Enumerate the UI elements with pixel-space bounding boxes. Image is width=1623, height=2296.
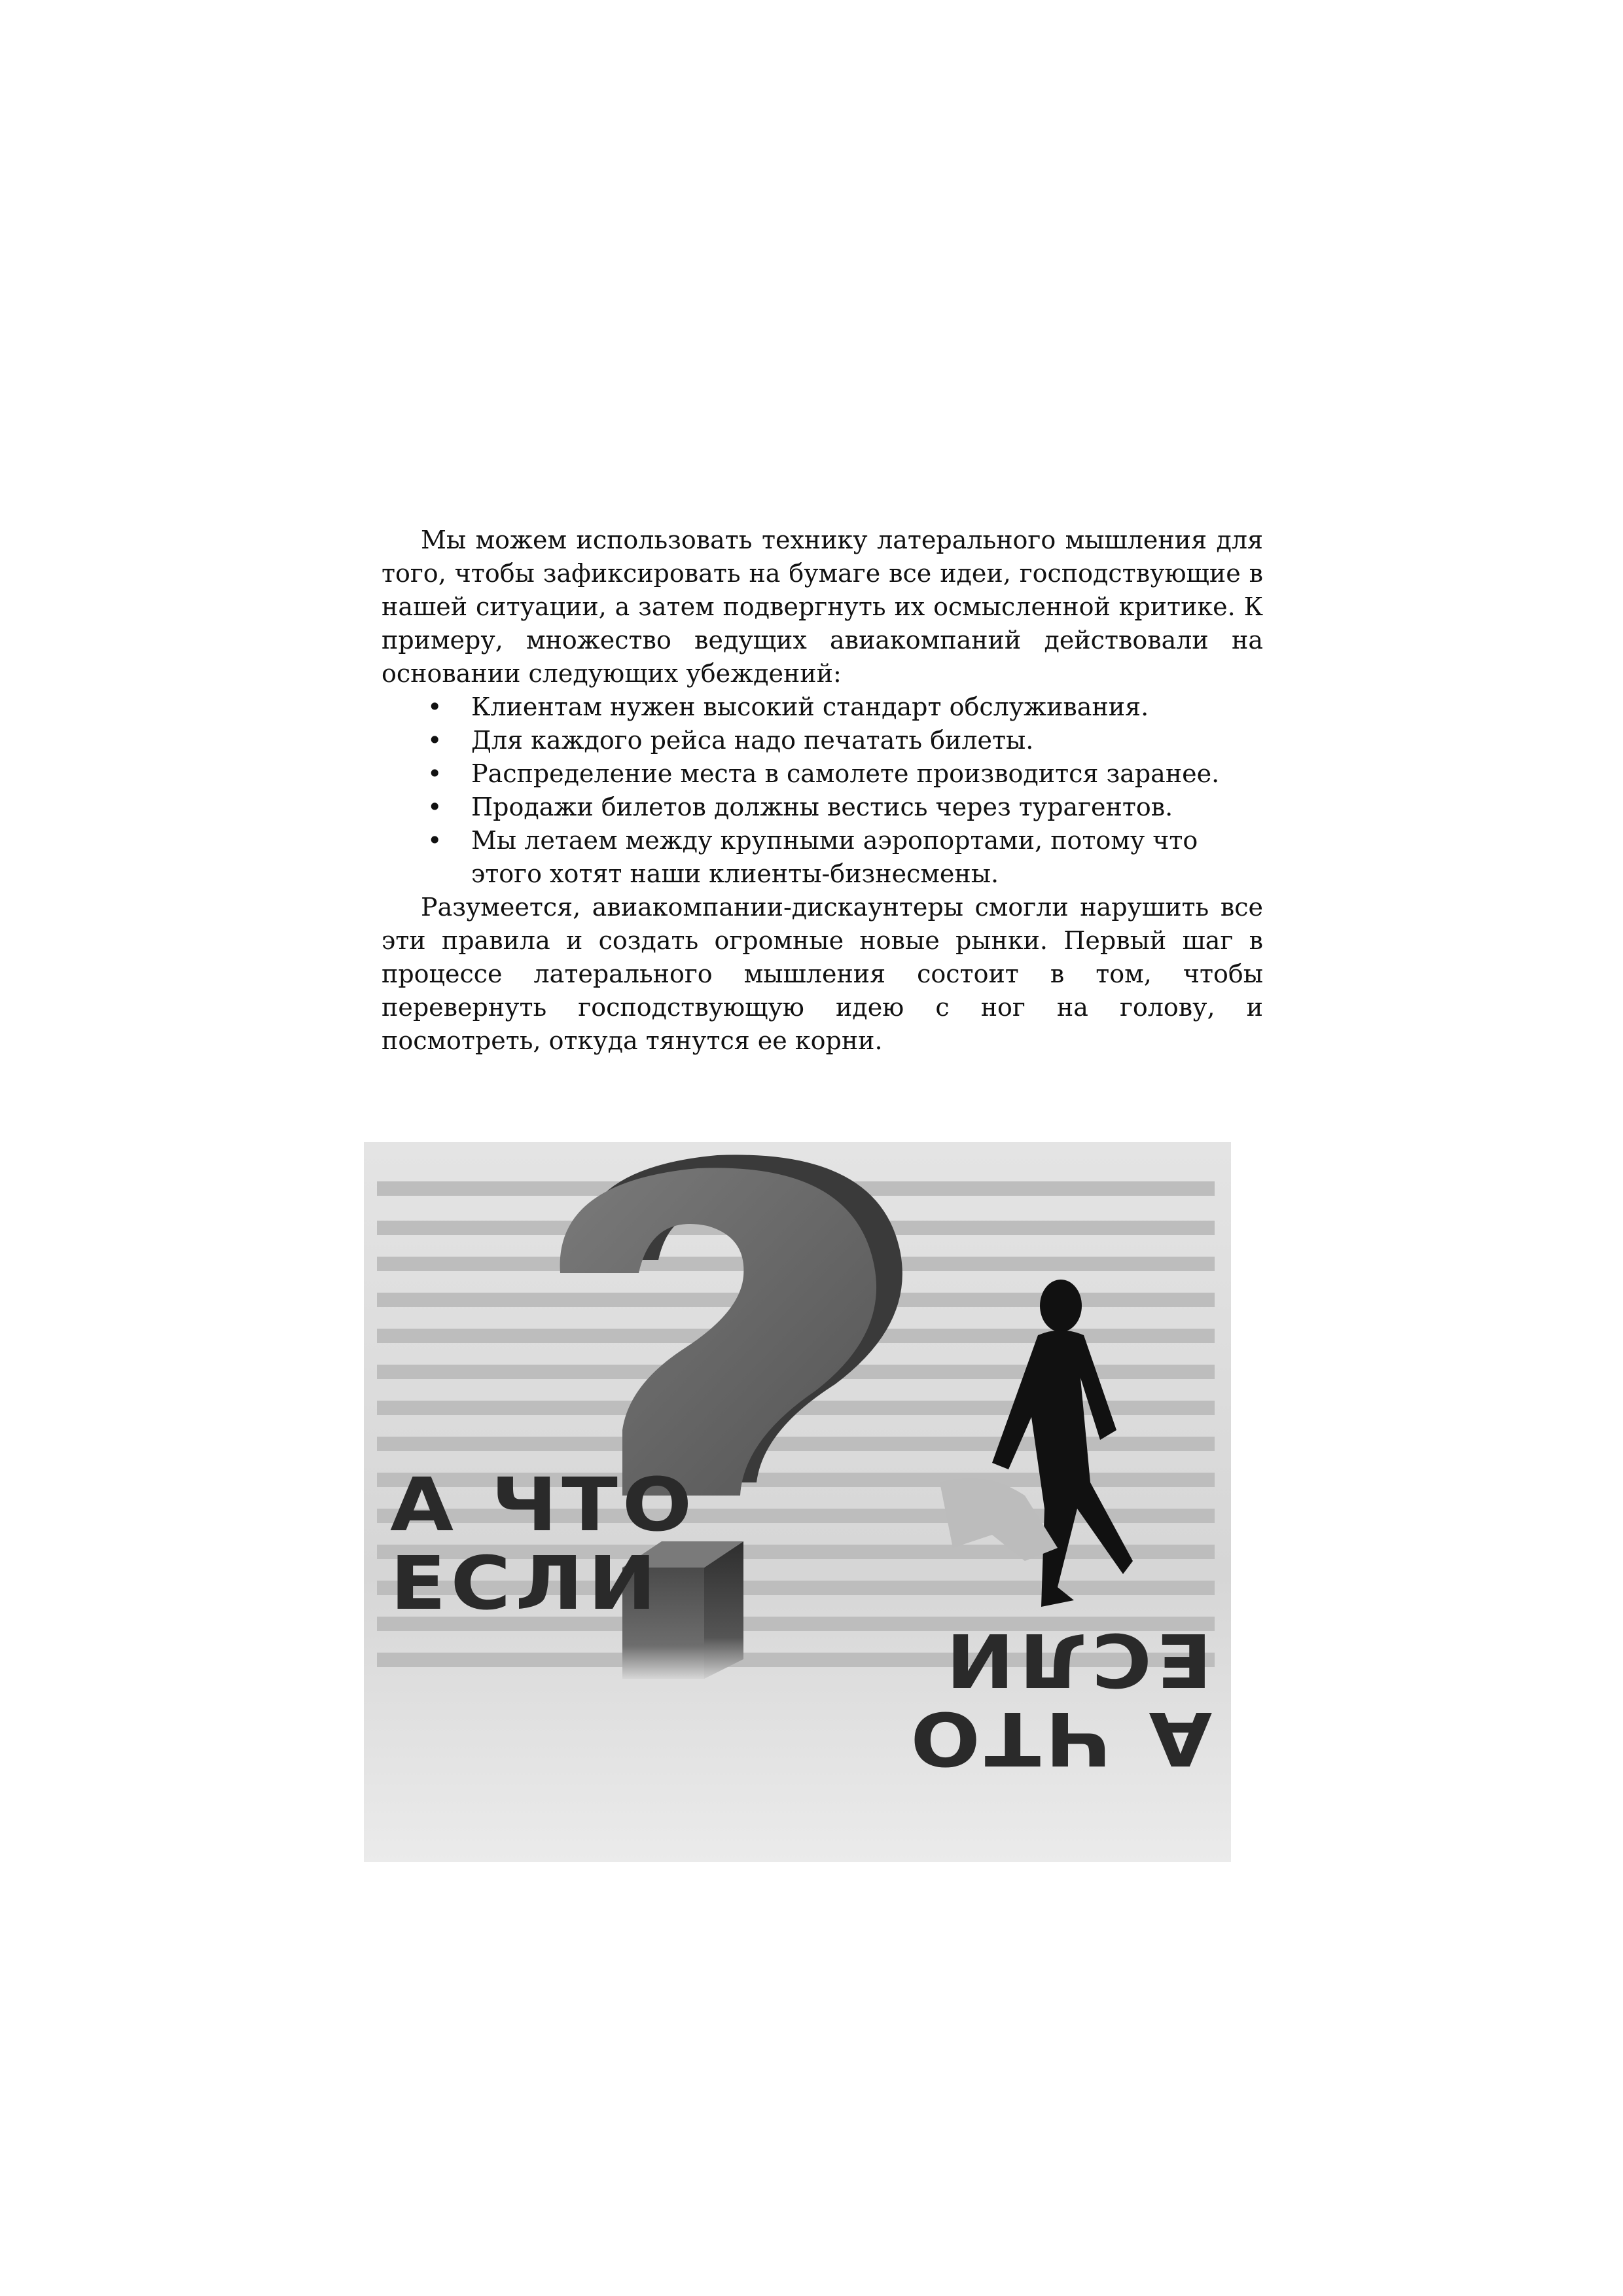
caption-line-2: ЕСЛИ bbox=[390, 1541, 661, 1626]
list-item-text: Для каждого рейса надо печатать билеты. bbox=[471, 726, 1034, 755]
bullet-icon: • bbox=[427, 793, 442, 821]
caption-line-1: А ЧТО bbox=[390, 1463, 696, 1548]
bullet-icon: • bbox=[427, 692, 442, 721]
bullet-icon: • bbox=[427, 726, 442, 755]
bullet-icon: • bbox=[427, 826, 442, 855]
beliefs-list bbox=[382, 691, 1263, 891]
body-text bbox=[382, 524, 1263, 1058]
closing-paragraph: Разумеется, авиакомпании-дискаунтеры смогли нарушить все эти правила и создать огромные новые рынки. Первый шаг в процессе латерального мышления состоит в том, чтобы перевернуть господствующую идею с ног на голову, и посмотреть, откуда тянутся ее корни. bbox=[382, 893, 1263, 1055]
bullet-icon: • bbox=[427, 759, 442, 788]
list-item bbox=[382, 757, 1263, 791]
caption-what-if bbox=[390, 1463, 713, 1626]
intro-paragraph: Мы можем использовать технику латерального мышления для того, чтобы зафиксировать на бумаге все идеи, господствующие в нашей ситуации, а затем подвергнуть их осмысленной критике. К примеру, множество ведущих авиакомпаний действовали на основании следующих убеждений: bbox=[382, 526, 1263, 688]
what-if-illustration bbox=[364, 1142, 1231, 1862]
list-item-text: Клиентам нужен высокий стандарт обслуживания. bbox=[471, 692, 1149, 721]
list-item bbox=[382, 691, 1263, 724]
flipped-line-2: ЕСЛИ bbox=[941, 1617, 1213, 1702]
list-item-text: Мы летаем между крупными аэропортами, потому что этого хотят наши клиенты-бизнесмены. bbox=[471, 826, 1198, 888]
list-item-text: Продажи билетов должны вестись через турагентов. bbox=[471, 793, 1173, 821]
list-item-text: Распределение места в самолете производится заранее. bbox=[471, 759, 1220, 788]
list-item bbox=[382, 824, 1263, 891]
caption-what-if-flipped bbox=[890, 1617, 1213, 1780]
list-item bbox=[382, 724, 1263, 757]
list-item bbox=[382, 791, 1263, 824]
flipped-line-1: А ЧТО bbox=[906, 1695, 1213, 1780]
